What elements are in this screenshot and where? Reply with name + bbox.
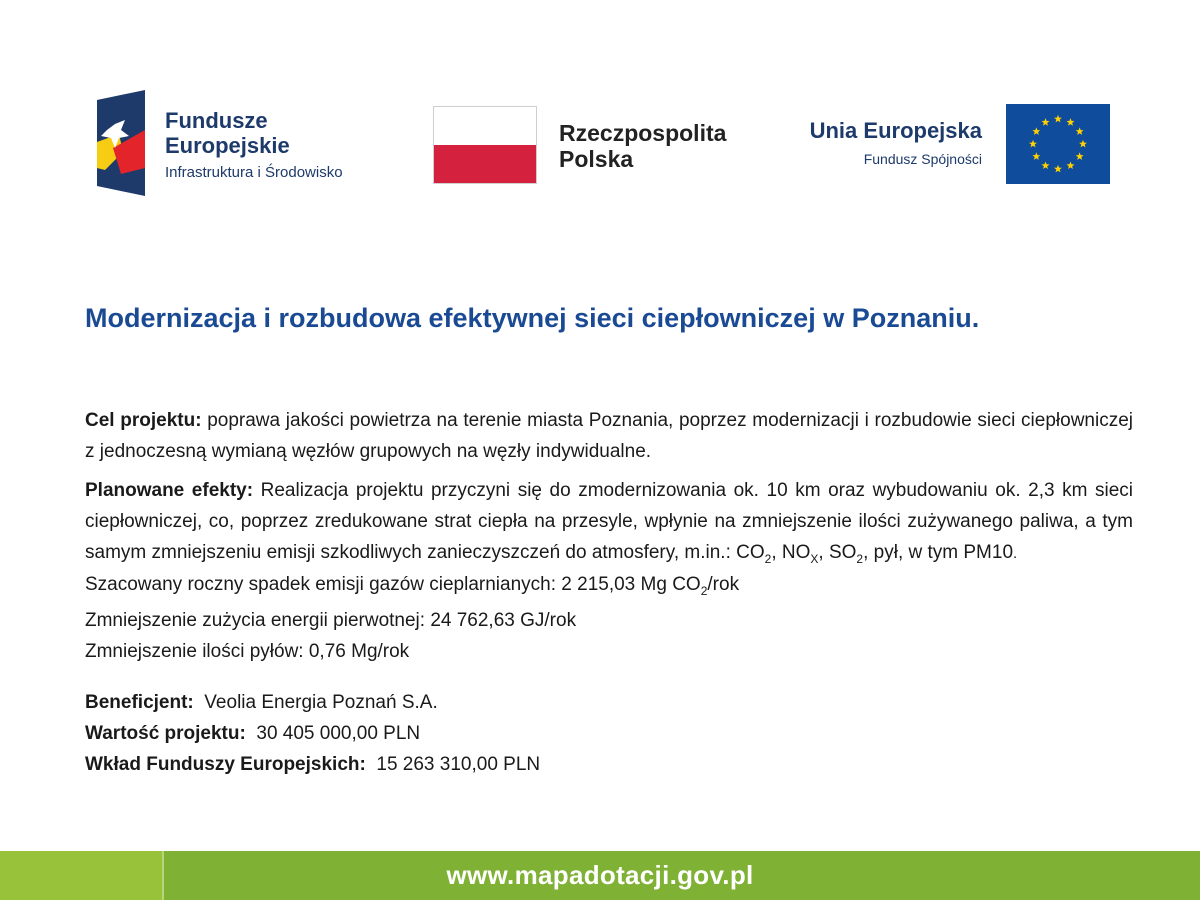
nox-text: , NO bbox=[771, 542, 811, 563]
unia-europejska-logo bbox=[800, 104, 1110, 186]
project-description bbox=[85, 405, 1133, 780]
so2-subscript: 2 bbox=[856, 551, 864, 566]
pm10-period: . bbox=[1013, 545, 1018, 562]
planowane-efekty-label: Planowane efekty: bbox=[85, 480, 254, 501]
cel-projektu-text: poprawa jakości powietrza na terenie miasta Poznania, poprzez modernizacji i rozbudowie sieci ciepłowniczej z jednoczesną wymianą węzłów grupowych na węzły indywidualne. bbox=[85, 410, 1133, 462]
beneficjent-label: Beneficjent: bbox=[85, 692, 194, 713]
wartosc-line bbox=[85, 718, 1133, 749]
polish-flag-icon bbox=[433, 106, 537, 184]
rp-logo-line1: Rzeczpospolita bbox=[559, 120, 727, 146]
fundusze-europejskie-logo bbox=[97, 90, 387, 196]
wartosc-label: Wartość projektu: bbox=[85, 723, 246, 744]
wklad-value: 15 263 310,00 PLN bbox=[365, 754, 541, 775]
co2-subscript: 2 bbox=[764, 551, 772, 566]
wklad-line bbox=[85, 749, 1133, 780]
emisja-line bbox=[85, 569, 1133, 600]
planowane-efekty-text: Realizacja projektu przyczyni się do zmodernizowania ok. 10 km oraz wybudowaniu ok. 2,3 km sieci ciepłowniczej, co, poprzez zredukowane strat ciepła na przesyle, wpłynie na zmniejszenie ilości zużywanego paliwa, a tym samym zmniejszeniu emisji szkodliwych zanieczyszczeń do atmosfery, m.in.: CO bbox=[85, 480, 1134, 563]
eu-star-icon bbox=[1042, 161, 1050, 169]
beneficjent-value: Veolia Energia Poznań S.A. bbox=[193, 692, 438, 713]
eu-star-icon bbox=[1042, 118, 1050, 126]
planowane-efekty-paragraph bbox=[85, 475, 1133, 569]
footer-url-link[interactable]: www.mapadotacji.gov.pl bbox=[446, 860, 754, 890]
eu-star-icon bbox=[1076, 127, 1084, 135]
pyly-line: Zmniejszenie ilości pyłów: 0,76 Mg/rok bbox=[85, 641, 410, 662]
eu-star-icon bbox=[1067, 161, 1075, 169]
rzeczpospolita-polska-logo bbox=[433, 106, 753, 186]
eu-star-icon bbox=[1032, 127, 1040, 135]
eu-star-icon bbox=[1067, 118, 1075, 126]
fundusze-europejskie-emblem-icon bbox=[97, 90, 157, 196]
ue-logo-line2: Fundusz Spójności bbox=[863, 151, 982, 167]
emisja-text: Szacowany roczny spadek emisji gazów cieplarnianych: 2 215,03 Mg CO bbox=[85, 574, 701, 595]
cel-projektu-paragraph bbox=[85, 405, 1133, 467]
rp-logo-line2: Polska bbox=[559, 146, 634, 172]
cel-projektu-label: Cel projektu: bbox=[85, 410, 202, 431]
eu-star-icon bbox=[1054, 165, 1062, 173]
energia-line: Zmniejszenie zużycia energii pierwotnej: 24 762,63 GJ/rok bbox=[85, 610, 577, 631]
footer-bar bbox=[0, 851, 1200, 900]
eu-star-icon bbox=[1079, 140, 1087, 148]
fe-logo-line2: Europejskie bbox=[165, 133, 290, 158]
eu-star-icon bbox=[1076, 152, 1084, 160]
wklad-label: Wkład Funduszy Europejskich: bbox=[85, 754, 366, 775]
fe-logo-line3: Infrastruktura i Środowisko bbox=[165, 164, 343, 181]
beneficjent-line bbox=[85, 687, 1133, 718]
pm10-text: , pył, w tym PM10 bbox=[863, 542, 1014, 563]
eu-star-icon bbox=[1054, 115, 1062, 123]
project-info bbox=[85, 687, 1133, 780]
emisja-suffix: /rok bbox=[707, 574, 740, 595]
eu-flag-icon bbox=[1006, 104, 1110, 184]
so2-text: , SO bbox=[818, 542, 857, 563]
fe-logo-line1: Fundusze bbox=[165, 108, 268, 133]
nox-subscript: X bbox=[810, 551, 819, 566]
ue-logo-line1: Unia Europejska bbox=[809, 118, 982, 143]
project-title: Modernizacja i rozbudowa efektywnej sieci ciepłowniczej w Poznaniu. bbox=[85, 303, 980, 333]
eu-star-icon bbox=[1032, 152, 1040, 160]
emisja-co2-subscript: 2 bbox=[700, 583, 708, 598]
eu-star-icon bbox=[1029, 140, 1037, 148]
wartosc-value: 30 405 000,00 PLN bbox=[245, 723, 421, 744]
